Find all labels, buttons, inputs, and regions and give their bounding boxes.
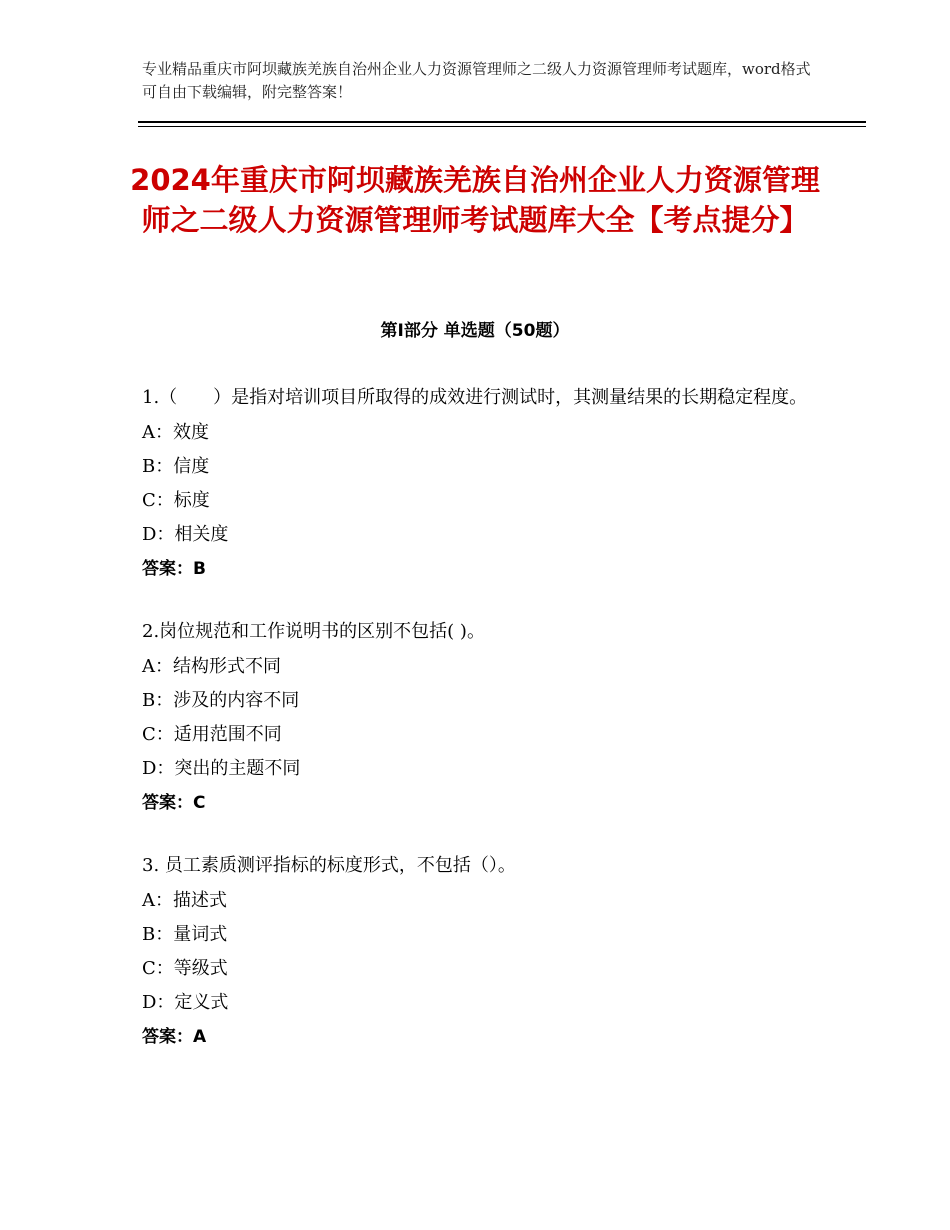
- question-stem: 1.（ ）是指对培训项目所取得的成效进行测试时，其测量结果的长期稳定程度。: [142, 387, 808, 408]
- question-list: [142, 382, 812, 1084]
- header-divider-thick: [138, 121, 866, 123]
- header-divider-thin: [138, 126, 866, 127]
- option-d: D：相关度: [142, 524, 229, 545]
- question-2: [142, 616, 812, 820]
- option-c: C：标度: [142, 490, 210, 511]
- question-1: [142, 382, 812, 586]
- option-d: D：定义式: [142, 992, 229, 1013]
- section-title: 第Ⅰ部分 单选题（50题）: [380, 321, 570, 341]
- question-3: [142, 850, 812, 1054]
- answer: 答案：A: [142, 1027, 207, 1047]
- option-a: A：结构形式不同: [142, 656, 281, 677]
- answer: 答案：C: [142, 793, 206, 813]
- option-b: B：涉及的内容不同: [142, 690, 300, 711]
- header-note: 专业精品重庆市阿坝藏族羌族自治州企业人力资源管理师之二级人力资源管理师考试题库，word格式可自由下载编辑，附完整答案！: [142, 60, 811, 101]
- answer: 答案：B: [142, 559, 206, 579]
- option-d: D：突出的主题不同: [142, 758, 301, 779]
- document-title: 2024年重庆市阿坝藏族羌族自治州企业人力资源管理师之二级人力资源管理师考试题库大全【考点提分】: [130, 163, 820, 237]
- option-c: C：适用范围不同: [142, 724, 282, 745]
- question-stem: 2.岗位规范和工作说明书的区别不包括( )。: [142, 621, 485, 642]
- option-b: B：量词式: [142, 924, 228, 945]
- question-stem: 3. 员工素质测评指标的标度形式，不包括（）。: [142, 855, 516, 876]
- option-a: A：效度: [142, 422, 209, 443]
- option-b: B：信度: [142, 456, 210, 477]
- option-c: C：等级式: [142, 958, 228, 979]
- option-a: A：描述式: [142, 890, 227, 911]
